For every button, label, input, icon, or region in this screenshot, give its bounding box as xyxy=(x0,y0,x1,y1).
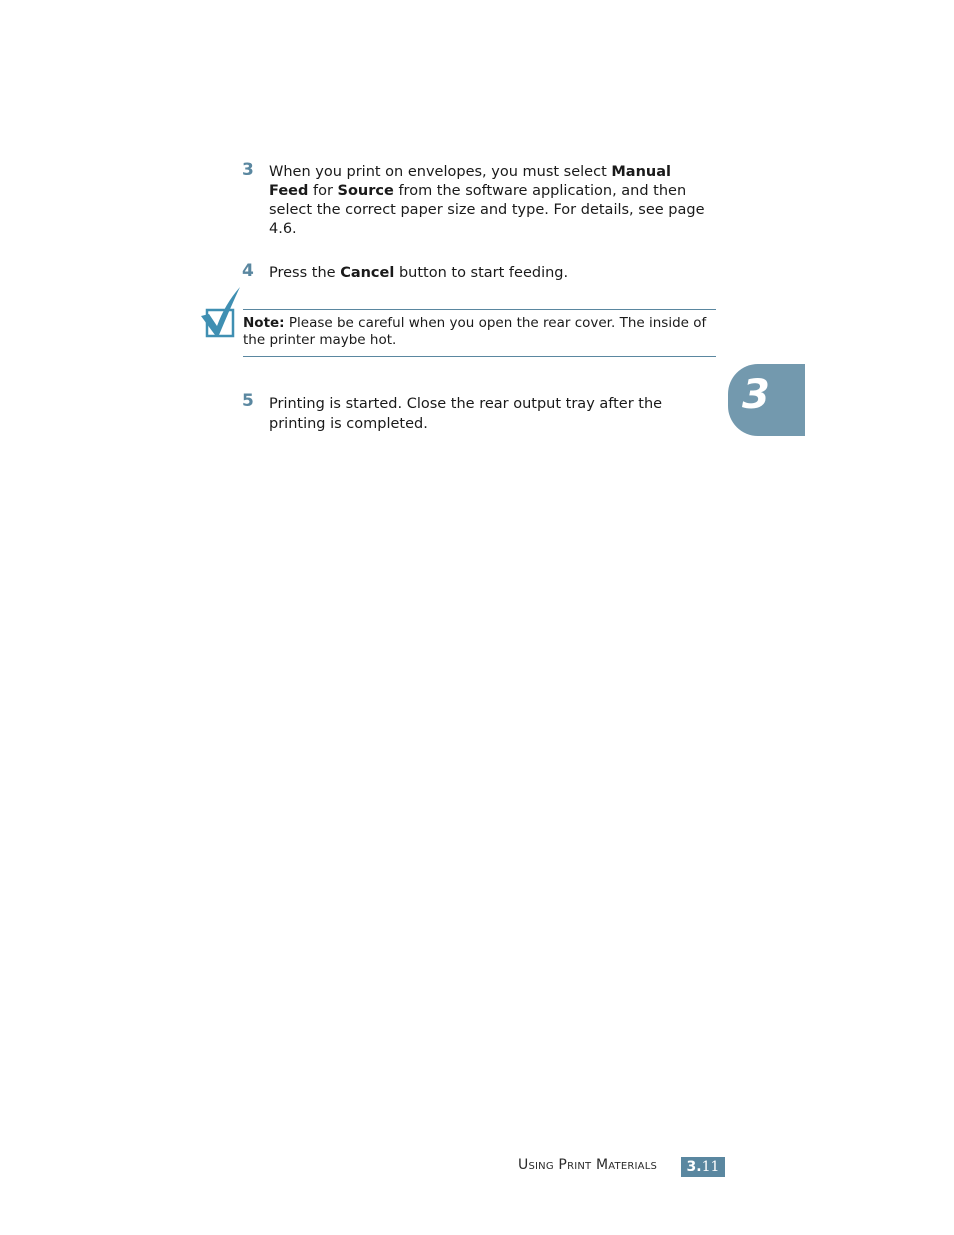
note-text: Note: Please be careful when you open the rear cover. The inside of the printer maybe hot. xyxy=(243,315,707,348)
chapter-number: 3 xyxy=(742,372,770,418)
chapter-tab xyxy=(728,364,805,436)
step-text: Printing is started. Close the rear output tray after the printing is completed. xyxy=(269,396,663,432)
step-number: 4 xyxy=(242,261,254,281)
footer-title: Using Print Materials xyxy=(518,1157,658,1173)
step-text: Press the Cancel button to start feeding. xyxy=(269,265,569,281)
checkmark-note-icon xyxy=(199,286,243,338)
note-label: Note: xyxy=(243,315,285,331)
step-text: When you print on envelopes, you must select Manual Feed for Source from the software application, and then select the correct paper size and type. For details, see page 4.6. xyxy=(269,164,705,237)
page-number: 3.11 xyxy=(681,1157,725,1177)
note-box xyxy=(243,309,716,357)
step-number: 5 xyxy=(242,391,254,411)
step-number: 3 xyxy=(242,160,254,180)
